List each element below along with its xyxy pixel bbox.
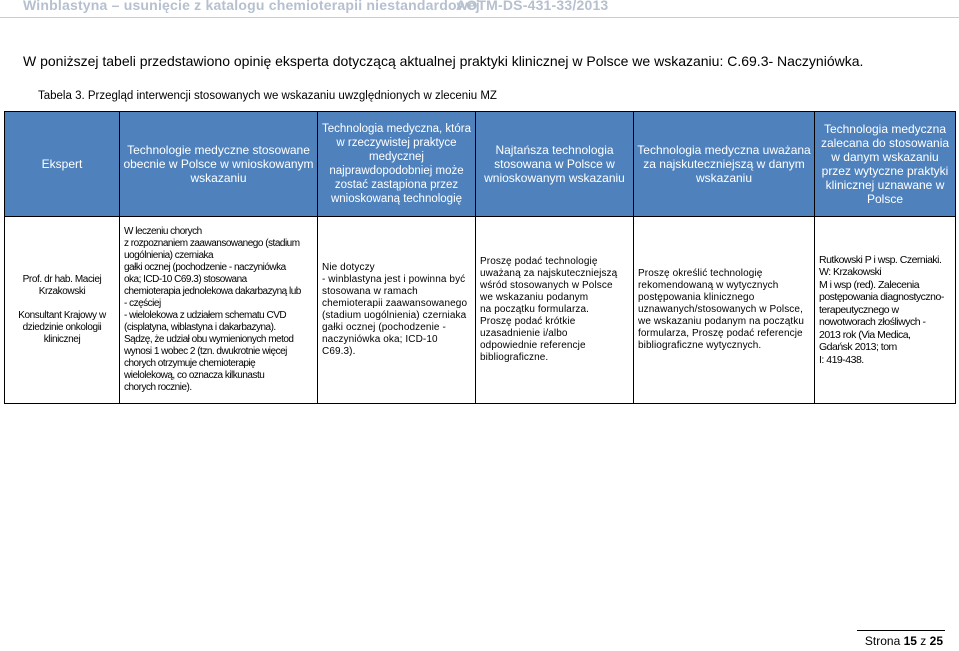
cell-line: M i wsp (red). Zalecenia xyxy=(819,278,920,291)
running-header xyxy=(0,0,959,18)
header-title: Winblastyna – usunięcie z katalogu chemioterapii niestandardowej xyxy=(23,0,480,13)
expert-role xyxy=(9,310,115,346)
cell-guideline-technology xyxy=(815,217,956,404)
cell-line: chemioterapii zaawansowanego xyxy=(322,298,468,309)
intro-paragraph: W poniższej tabeli przedstawiono opinię eksperta dotyczącą aktualnej praktyki klinicznej w Polsce we wskazaniu: C.69.3- Naczyniówka. xyxy=(23,53,864,69)
cell-line: chorych otrzymuje chemioterapię xyxy=(124,358,256,369)
table-header-row xyxy=(5,112,956,217)
cell-line: - częściej xyxy=(124,298,161,309)
cell-line: - wielolekowa z udziałem schematu CVD xyxy=(124,310,287,321)
cell-replaceable-technology xyxy=(318,217,476,404)
cell-line: wynosi 1 wobec 2 (tzn. dwukrotnie więcej xyxy=(124,346,287,357)
cell-line: Proszę określić technologię xyxy=(638,268,763,279)
cell-line: (cisplatyna, wiblastyna i dakarbazyna). xyxy=(124,322,276,333)
cell-line: we wskazaniu podanym na początku xyxy=(638,316,805,327)
cell-line: (stadium uogólnienia) czerniaka xyxy=(322,310,467,321)
cell-line: uogólnienia) czerniaka xyxy=(124,250,214,261)
cell-line: terapeutycznego w xyxy=(819,303,899,316)
cell-line: postępowania diagnostyczno- xyxy=(819,291,944,304)
cell-line: Gdańsk 2013; tom xyxy=(819,341,897,354)
expert-name-line: Krzakowski xyxy=(38,286,86,297)
cell-line: uważaną za najskuteczniejszą xyxy=(480,268,618,279)
cell-line: Sądzę, że udział obu wymienionych metod xyxy=(124,334,294,345)
cell-line: z rozpoznaniem zaawansowanego (stadium xyxy=(124,238,300,249)
cell-line: Proszę podać technologię xyxy=(480,256,598,267)
expert-role-line: Konsultant Krajowy w xyxy=(18,310,106,321)
cell-line: stosowana w ramach xyxy=(322,286,418,297)
page-footer xyxy=(865,634,943,648)
footer-label: Strona xyxy=(864,634,901,648)
footer-page-number: 15 xyxy=(903,634,917,648)
column-header-expert: Ekspert xyxy=(5,112,120,217)
header-document-code: AOTM-DS-431-33/2013 xyxy=(456,0,609,13)
expert-name-line: Prof. dr hab. Maciej xyxy=(22,274,102,285)
footer-of: z xyxy=(920,634,927,648)
cell-line: uzasadnienie i/albo xyxy=(480,328,568,339)
expert-name xyxy=(9,274,115,298)
table-caption: Tabela 3. Przegląd interwencji stosowanych we wskazaniu uwzględnionych w zleceniu MZ xyxy=(38,90,497,102)
cell-line: uznawanych/stosowanych w Polsce, xyxy=(638,304,803,315)
cell-most-effective-technology xyxy=(634,217,815,404)
cell-line: 2013 rok (Via Medica, xyxy=(819,328,911,341)
column-header-most-effective-technology: Technologia medyczna uważana za najskuteczniejszą w danym wskazaniu xyxy=(634,112,815,217)
footer-rule xyxy=(857,630,945,631)
cell-line: we wskazaniu podanym xyxy=(480,292,589,303)
column-header-replaceable-technology: Technologia medyczna, która w rzeczywistej praktyce medycznej najprawdopodobniej może zostać zastąpiona przez wnioskowaną technologię xyxy=(318,112,476,217)
cell-line: - winblastyna jest i powinna być xyxy=(322,274,466,285)
cell-line: Rutkowski P i wsp. Czerniaki. xyxy=(819,253,942,266)
cell-line: Proszę podać krótkie xyxy=(480,316,576,327)
cell-line: naczyniówka oka; ICD-10 xyxy=(322,334,438,345)
cell-current-technologies xyxy=(120,217,318,404)
cell-line: wśród stosowanych w Polsce xyxy=(480,280,613,291)
cell-line: oka; ICD-10 C69.3) stosowana xyxy=(124,274,247,285)
interventions-table xyxy=(4,111,956,404)
column-header-guideline-technology: Technologia medyczna zalecana do stosowania w danym wskazaniu przez wytyczne praktyki klinicznej uznawane w Polsce xyxy=(815,112,956,217)
expert-cell xyxy=(5,217,120,404)
cell-line: nowotworach złośliwych - xyxy=(819,316,926,329)
cell-line: W: Krzakowski xyxy=(819,266,882,279)
cell-line: bibliograficzne. xyxy=(480,352,549,363)
cell-line: postępowania klinicznego xyxy=(638,292,755,303)
cell-line: Nie dotyczy xyxy=(322,262,375,273)
cell-line: na początku formularza. xyxy=(480,304,590,315)
cell-line: C69.3). xyxy=(322,346,356,357)
cell-line: chemioterapia jednolekowa dakarbazyną lub xyxy=(124,286,301,297)
cell-line: bibliograficzne wytycznych. xyxy=(638,340,762,351)
expert-role-line: klinicznej xyxy=(43,334,81,345)
cell-line: W leczeniu chorych xyxy=(124,226,202,237)
expert-role-line: dziedzinie onkologii xyxy=(22,322,102,333)
footer-total-pages: 25 xyxy=(929,634,943,648)
cell-line: formularza, Proszę podać referencje xyxy=(638,328,803,339)
cell-line: I: 419-438. xyxy=(819,353,864,366)
cell-line: rekomendowaną w wytycznych xyxy=(638,280,779,291)
column-header-current-technologies: Technologie medyczne stosowane obecnie w Polsce w wnioskowanym wskazaniu xyxy=(120,112,318,217)
cell-cheapest-technology xyxy=(476,217,634,404)
column-header-cheapest-technology: Najtańsza technologia stosowana w Polsce w wnioskowanym wskazaniu xyxy=(476,112,634,217)
cell-line: gałki ocznej (pochodzenie - naczyniówka xyxy=(124,262,286,273)
cell-line: odpowiednie referencje xyxy=(480,340,586,351)
cell-line: gałki ocznej (pochodzenie - xyxy=(322,322,446,333)
cell-line: wielolekową, co oznacza kilkunastu xyxy=(124,370,265,381)
table-row xyxy=(5,217,956,404)
cell-line: chorych rocznie). xyxy=(124,382,192,393)
